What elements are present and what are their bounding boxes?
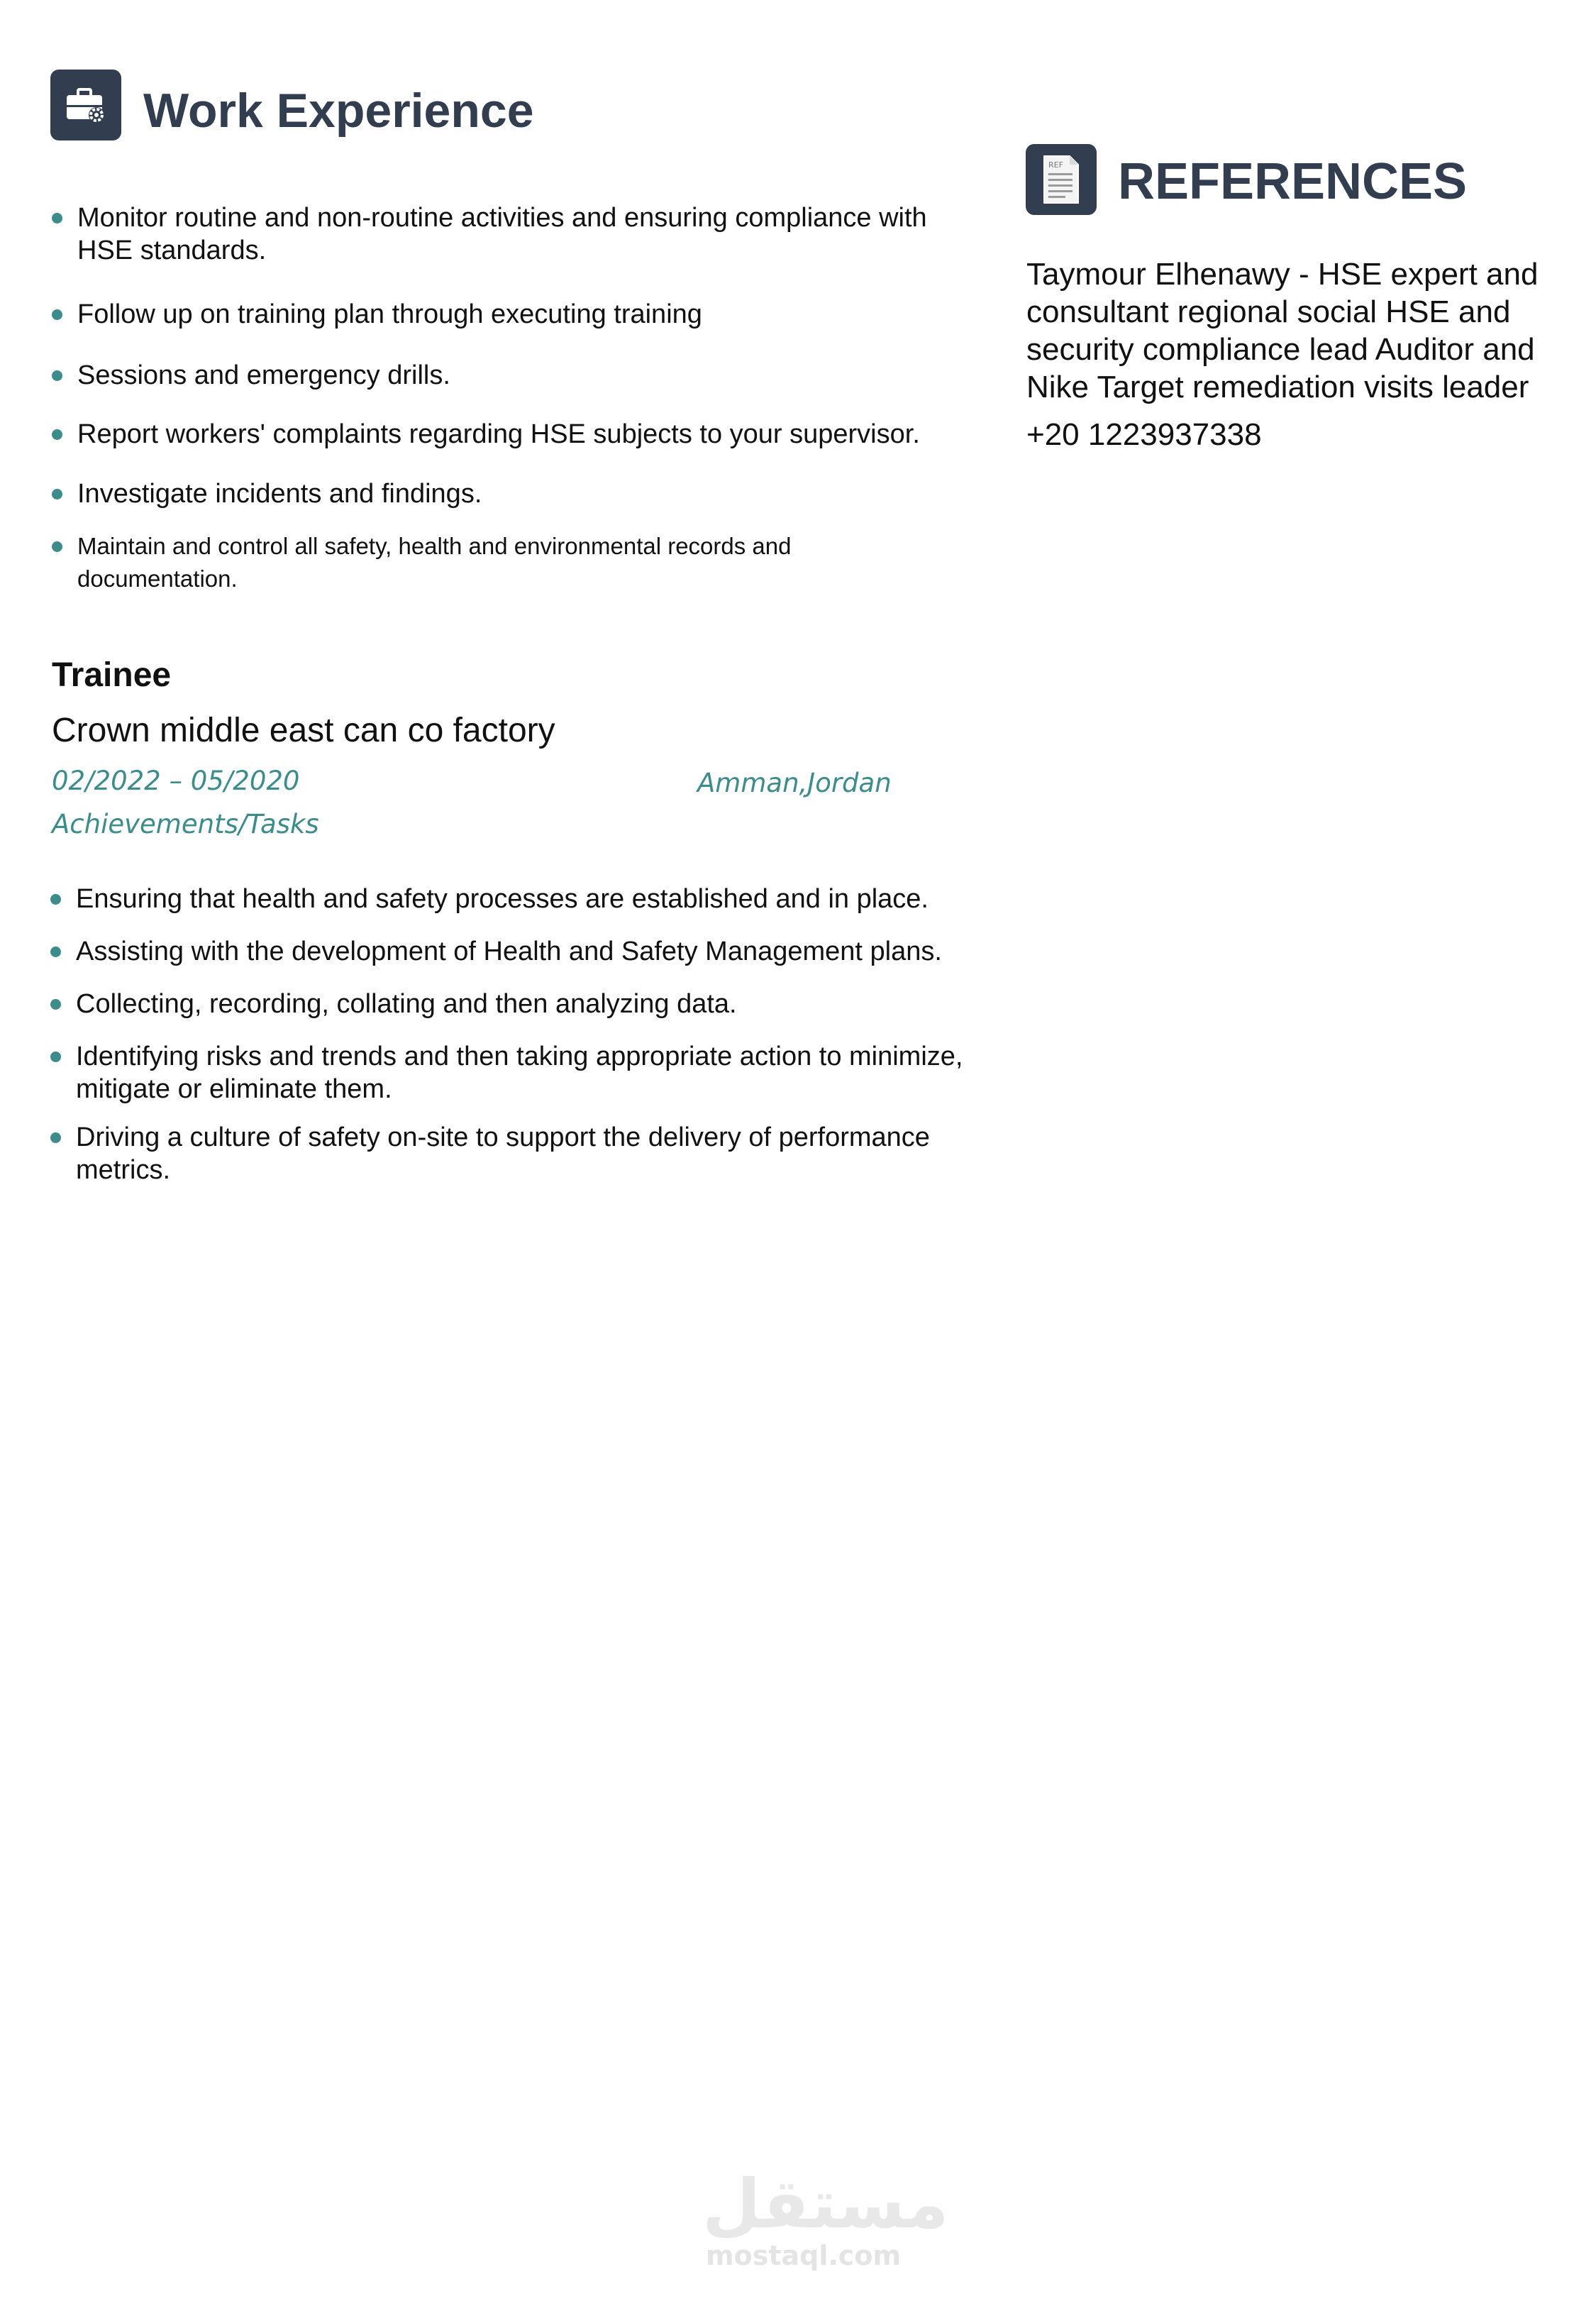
list-item: Sessions and emergency drills. [50, 359, 944, 392]
job-bullets [49, 935, 964, 968]
list-item: Identifying risks and trends and then taking appropriate action to minimize, mitigate or eliminate them. [49, 1040, 964, 1105]
list-item: Investigate incidents and findings. [50, 478, 944, 510]
job-location: Amman,Jordan [697, 768, 892, 798]
job-company: Crown middle east can co factory [52, 712, 555, 749]
work-bullets-top [50, 418, 944, 451]
reference-phone: +20 1223937338 [1026, 417, 1262, 452]
work-bullets-top [50, 359, 944, 392]
job-role: Trainee [52, 656, 172, 694]
reference-description: Taymour Elhenawy - HSE expert and consultant regional social HSE and security compliance lead Auditor and Nike Target remediation visits leader [1026, 257, 1539, 404]
work-bullets-top [50, 202, 944, 267]
reference-document-icon [1026, 144, 1097, 215]
list-item: Follow up on training plan through executing training [50, 298, 944, 331]
job-bullets [49, 988, 964, 1020]
briefcase-gear-icon [50, 70, 121, 140]
job-dates: 02/2022 – 05/2020 [52, 766, 300, 796]
list-item: Collecting, recording, collating and then analyzing data. [49, 988, 964, 1020]
list-item: Ensuring that health and safety processes are established and in place. [49, 883, 964, 915]
watermark-latin: mostaql.com [706, 2240, 902, 2271]
ref-icon-label: REF [1048, 160, 1063, 170]
watermark-arabic: مستقل [702, 2166, 949, 2244]
list-item: Monitor routine and non-routine activities and ensuring compliance with HSE standards. [50, 202, 944, 267]
job-bullets [49, 883, 964, 915]
job-subheading: Achievements/Tasks [52, 809, 319, 839]
job-bullets [49, 1121, 964, 1186]
work-bullets-top [50, 530, 902, 595]
job-bullets [49, 1040, 964, 1105]
list-item: Maintain and control all safety, health and environmental records and documentation. [50, 530, 902, 595]
work-bullets-top [50, 298, 944, 331]
list-item: Report workers' complaints regarding HSE subjects to your supervisor. [50, 418, 944, 451]
list-item: Driving a culture of safety on-site to support the delivery of performance metrics. [49, 1121, 964, 1186]
list-item: Assisting with the development of Health and Safety Management plans. [49, 935, 964, 968]
work-experience-title: Work Experience [143, 84, 534, 138]
work-bullets-top [50, 478, 944, 510]
references-title: REFERENCES [1118, 153, 1468, 210]
